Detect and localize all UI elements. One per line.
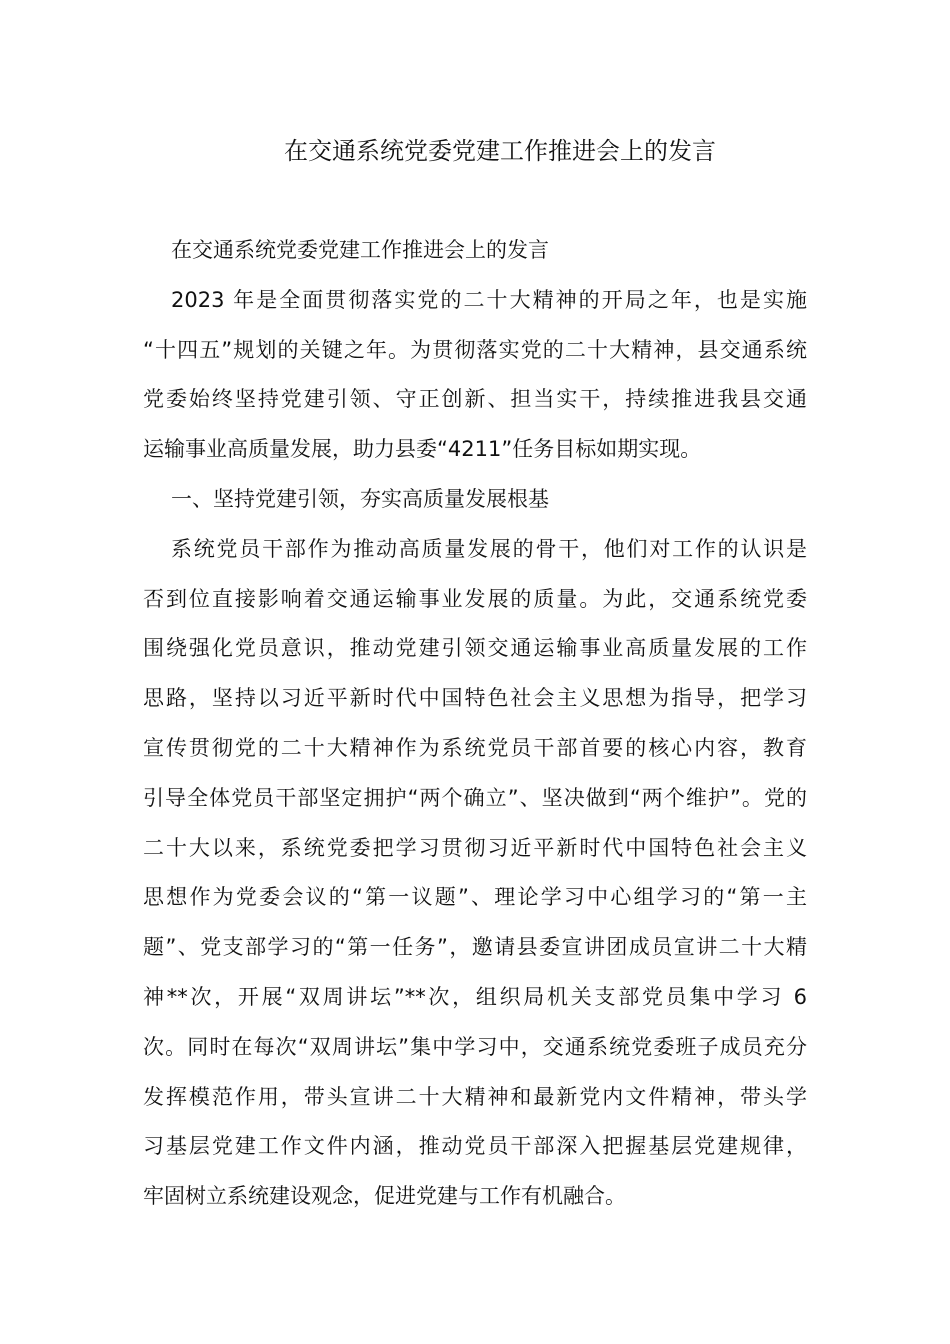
text-line: 思想作为党委会议的“第一议题”、理论学习中心组学习的“第一主	[143, 885, 807, 910]
text-line: 引导全体党员干部坚定拥护“两个确立”、坚决做到“两个维护”。党的	[143, 785, 807, 810]
text-line: 一、坚持党建引领，夯实高质量发展根基	[171, 486, 549, 511]
text-line: 思路，坚持以习近平新时代中国特色社会主义思想为指导，把学习	[143, 686, 807, 711]
text-line: 牢固树立系统建设观念，促进党建与工作有机融合。	[143, 1184, 626, 1209]
text-line: 题”、党支部学习的“第一任务”，邀请县委宣讲团成员宣讲二十大精	[143, 935, 807, 960]
text-line: 宣传贯彻党的二十大精神作为系统党员干部首要的核心内容，教育	[143, 735, 807, 760]
text-line: 否到位直接影响着交通运输事业发展的质量。为此，交通系统党委	[143, 586, 807, 611]
text-line: 习基层党建工作文件内涵，推动党员干部深入把握基层党建规律，	[143, 1134, 807, 1159]
text-line: 发挥模范作用，带头宣讲二十大精神和最新党内文件精神，带头学	[143, 1084, 807, 1109]
text-line: 次。同时在每次“双周讲坛”集中学习中，交通系统党委班子成员充分	[143, 1034, 807, 1059]
document-title: 在交通系统党委党建工作推进会上的发言	[284, 137, 716, 165]
text-line: 运输事业高质量发展，助力县委“4211”任务目标如期实现。	[143, 437, 702, 462]
text-line: “十四五”规划的关键之年。为贯彻落实党的二十大精神，县交通系统	[143, 337, 807, 362]
text-line: 在交通系统党委党建工作推进会上的发言	[171, 238, 549, 262]
text-line: 党委始终坚持党建引领、守正创新、担当实干，持续推进我县交通	[143, 387, 807, 412]
text-line: 神**次，开展“双周讲坛”**次，组织局机关支部党员集中学习 6	[143, 984, 807, 1009]
document-body	[143, 226, 807, 1222]
text-line: 二十大以来，系统党委把学习贯彻习近平新时代中国特色社会主义	[143, 835, 807, 860]
text-line: 系统党员干部作为推动高质量发展的骨干，他们对工作的认识是	[171, 536, 807, 561]
text-line: 围绕强化党员意识，推动党建引领交通运输事业高质量发展的工作	[143, 636, 807, 661]
text-line: 2023 年是全面贯彻落实党的二十大精神的开局之年，也是实施	[171, 287, 807, 312]
